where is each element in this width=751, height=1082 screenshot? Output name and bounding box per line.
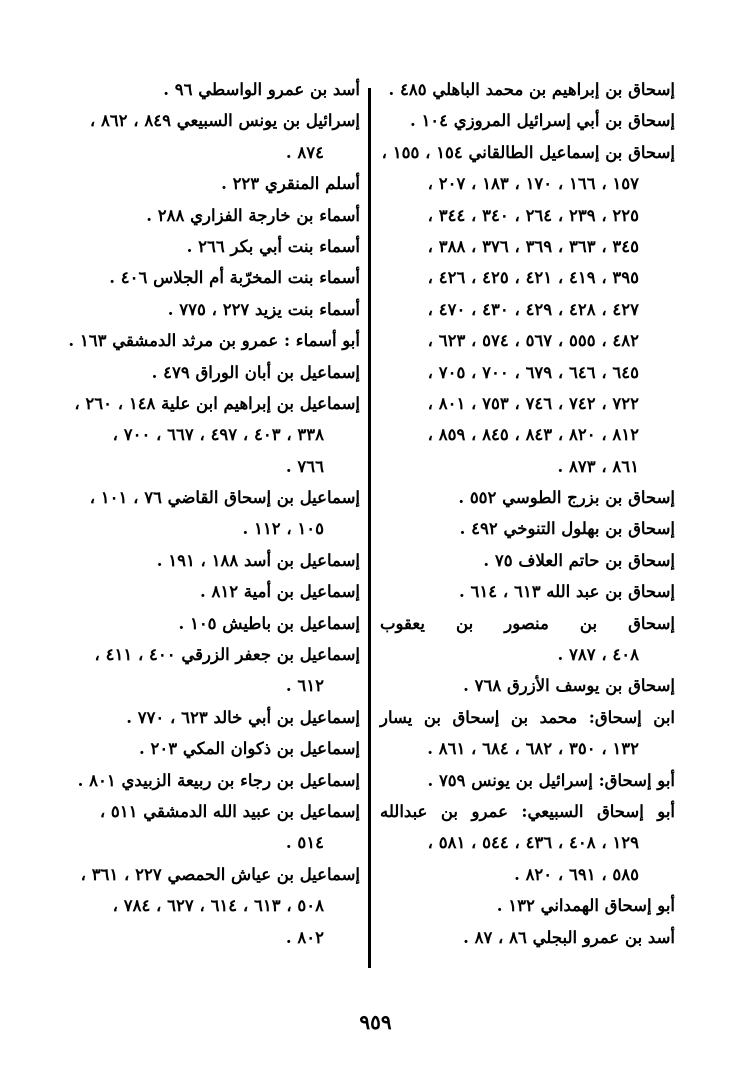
index-entry-line: ٥٨٥ ، ٦٩١ ، ٨٢٠ . <box>514 864 639 884</box>
index-entry-line: إسحاق بن إبراهيم بن محمد الباهلي ٤٨٥ . <box>388 80 675 99</box>
index-entry-line: ٨١٢ ، ٨٢٠ ، ٨٤٣ ، ٨٤٥ ، ٨٥٩ ، <box>427 425 639 445</box>
index-entry-line: ٥١٤ . <box>285 833 324 853</box>
index-column-right <box>380 74 675 953</box>
index-entry-line: إسماعيل بن عبيد الله الدمشقي ٥١١ ، <box>99 801 360 821</box>
index-entry-line: ١٥٧ ، ١٦٦ ، ١٧٠ ، ١٨٣ ، ٢٠٧ ، <box>427 174 639 194</box>
index-entry-line: ١٠٥ ، ١١٢ . <box>242 519 324 539</box>
index-entry-line: أسلم المنقري ٢٢٣ . <box>221 174 360 194</box>
index-entry-line: أسماء بنت أبي بكر ٢٦٦ . <box>186 236 360 256</box>
index-entry-line: إسحاق بن إسماعيل الطالقاني ١٥٤ ، ١٥٥ ، <box>381 142 675 162</box>
index-entry-line: إسماعيل بن ذكوان المكي ٢٠٣ . <box>139 739 360 759</box>
index-entry-line: أبو إسحاق: إسرائيل بن يونس ٧٥٩ . <box>427 770 675 790</box>
index-entry-line: أسد بن عمرو البجلي ٨٦ ، ٨٧ . <box>463 927 675 947</box>
index-entry-line: إسماعيل بن أمية ٨١٢ . <box>199 582 360 602</box>
index-entry-line: إسرائيل بن يونس السبيعي ٨٤٩ ، ٨٦٢ ، <box>89 111 360 131</box>
index-entry-line: إسحاق بن بزرج الطوسي ٥٥٢ . <box>458 488 675 508</box>
index-entry-line: ابن إسحاق: محمد بن إسحاق بن يسار <box>380 707 675 727</box>
index-entry-line: إسحاق بن يوسف الأزرق ٧٦٨ . <box>463 676 675 696</box>
index-entry-line: إسحاق بن حاتم العلاف ٧٥ . <box>483 550 675 570</box>
index-entry-line: ٨٧٤ . <box>285 142 324 162</box>
index-entry-line: إسحاق بن أبي إسرائيل المروزي ١٠٤ . <box>409 111 675 131</box>
index-entry-line: أسد بن عمرو الواسطي ٩٦ . <box>163 80 360 99</box>
index-entry-line: ٦١٢ . <box>285 676 324 696</box>
index-entry-line: إسماعيل بن رجاء بن ربيعة الزبيدي ٨٠١ . <box>77 770 360 790</box>
index-entry-line: ٢٢٥ ، ٢٣٩ ، ٢٦٤ ، ٣٤٠ ، ٣٤٤ ، <box>427 205 639 225</box>
index-entry-line: إسحاق بن عبد الله ٦١٣ ، ٦١٤ . <box>459 582 675 602</box>
index-entry-line: أبو إسحاق الهمداني ١٣٢ . <box>496 896 675 916</box>
index-entry-line: إسماعيل بن عياش الحمصي ٢٢٧ ، ٣٦١ ، <box>80 864 360 884</box>
index-entry-line: ٤٢٧ ، ٤٢٨ ، ٤٢٩ ، ٤٣٠ ، ٤٧٠ ، <box>427 299 639 319</box>
index-column-left <box>70 74 360 953</box>
index-entry-line: ٦٤٥ ، ٦٤٦ ، ٦٧٩ ، ٧٠٠ ، ٧٠٥ ، <box>427 362 639 382</box>
index-entry-line: أبو إسحاق السبيعي: عمرو بن عبدالله <box>380 801 675 821</box>
index-entry-line: ٥٠٨ ، ٦١٣ ، ٦١٤ ، ٦٢٧ ، ٧٨٤ ، <box>112 896 324 916</box>
index-entry-line: ١٣٢ ، ٣٥٠ ، ٦٨٢ ، ٦٨٤ ، ٨٦١ . <box>427 739 639 759</box>
index-entry-line: ٣٣٨ ، ٤٠٣ ، ٤٩٧ ، ٦٦٧ ، ٧٠٠ ، <box>112 425 324 445</box>
index-entry-line: إسحاق بن بهلول التنوخي ٤٩٢ . <box>459 519 675 539</box>
index-entry-line: أسماء بن خارجة الفزاري ٢٨٨ . <box>146 205 360 225</box>
column-divider <box>368 88 371 968</box>
index-entry-line: ٣٤٥ ، ٣٦٣ ، ٣٦٩ ، ٣٧٦ ، ٣٨٨ ، <box>427 236 639 256</box>
index-entry-line: إسماعيل بن إبراهيم ابن علية ١٤٨ ، ٢٦٠ ، <box>74 393 360 413</box>
index-entry-line: ٨٠٢ . <box>285 927 324 947</box>
index-entry-line: ٨٦١ ، ٨٧٣ . <box>557 456 639 476</box>
index-entry-line: أسماء بنت يزيد ٢٢٧ ، ٧٧٥ . <box>167 299 360 319</box>
index-entry-line: أسماء بنت المخرّبة أم الجلاس ٤٠٦ . <box>109 268 360 288</box>
index-entry-line: ٧٢٢ ، ٧٤٢ ، ٧٤٦ ، ٧٥٣ ، ٨٠١ ، <box>427 393 639 413</box>
index-entry-line: إسماعيل بن أبان الوراق ٤٧٩ . <box>151 362 360 382</box>
index-entry-line: إسماعيل بن باطيش ١٠٥ . <box>178 613 360 633</box>
index-entry-line: ٤٨٢ ، ٥٥٥ ، ٥٦٧ ، ٥٧٤ ، ٦٢٣ ، <box>427 331 639 351</box>
index-entry-line: إسماعيل بن جعفر الزرقي ٤٠٠ ، ٤١١ ، <box>94 645 360 665</box>
index-entry-line: ١٢٩ ، ٤٠٨ ، ٤٣٦ ، ٥٤٤ ، ٥٨١ ، <box>427 833 639 853</box>
index-entry-line: ٤٠٨ ، ٧٨٧ . <box>557 645 639 665</box>
index-entry-line: إسماعيل بن أبي خالد ٦٢٣ ، ٧٧٠ . <box>126 707 360 727</box>
page-number: ٩٥٩ <box>359 1010 392 1034</box>
index-entry-line: إسماعيل بن إسحاق القاضي ٧٦ ، ١٠١ ، <box>89 488 360 508</box>
index-entry-line: إسحاق بن منصور بن يعقوب <box>380 613 675 633</box>
index-entry-line: ٧٦٦ . <box>285 456 324 476</box>
index-entry-line: أبو أسماء : عمرو بن مرثد الدمشقي ١٦٣ . <box>68 331 360 351</box>
index-entry-line: ٣٩٥ ، ٤١٩ ، ٤٢١ ، ٤٢٥ ، ٤٢٦ ، <box>427 268 639 288</box>
index-entry-line: إسماعيل بن أسد ١٨٨ ، ١٩١ . <box>156 550 360 570</box>
